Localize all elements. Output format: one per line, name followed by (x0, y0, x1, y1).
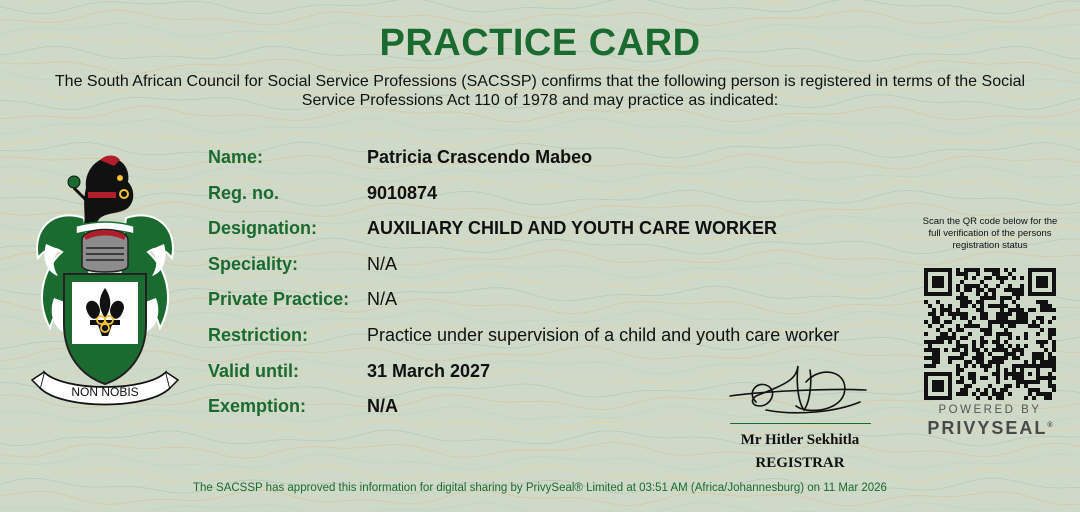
field-label: Private Practice: (208, 289, 350, 310)
powered-by-label: POWERED BY (938, 404, 1042, 416)
field-label: Speciality: (208, 253, 299, 274)
field-value: N/A (367, 396, 398, 417)
registered-mark: ® (1047, 422, 1053, 429)
guilloche-line (0, 0, 1080, 14)
registrar-signature (726, 362, 872, 426)
field-value: N/A (367, 253, 398, 274)
qr-instructions: Scan the QR code below for the full verification of the persons registration status (922, 216, 1058, 251)
signature-line (730, 423, 871, 424)
field-label: Restriction: (208, 324, 309, 345)
crest-motto: NON NOBIS (71, 385, 139, 399)
field-label: Exemption: (208, 396, 307, 417)
field-value: AUXILIARY CHILD AND YOUTH CARE WORKER (367, 218, 778, 239)
field-label: Designation: (208, 218, 318, 239)
verification-qr-code[interactable] (924, 268, 1056, 400)
guilloche-line (0, 442, 1080, 458)
field-value: N/A (367, 289, 398, 310)
guilloche-line (0, 454, 1080, 470)
guilloche-line (0, 0, 1080, 2)
guilloche-line (0, 502, 1080, 512)
registrar-name: Mr Hitler Sekhitla (740, 432, 860, 448)
sharing-disclaimer: The SACSSP has approved this information for digital sharing by PrivySeal® Limited at 03:51 AM (Africa/Johannesburg) on 11 Mar 2026 (193, 482, 887, 494)
privyseal-logo (918, 418, 1062, 439)
field-value: Practice under supervision of a child and youth care worker (367, 324, 840, 345)
privyseal-brand: PRIVYSEAL (927, 418, 1048, 438)
intro-text: The South African Council for Social Service Professions (SACSSP) confirms that the following person is registered in terms of the Social Service Professions Act 110 of 1978 and may practice as indicated: (54, 73, 1026, 109)
guilloche-line (0, 130, 1080, 146)
field-label: Name: (208, 147, 264, 167)
field-label: Valid until: (208, 360, 300, 381)
field-value: 31 March 2027 (367, 360, 491, 381)
field-label: Reg. no. (208, 182, 279, 203)
field-value: 9010874 (367, 182, 438, 203)
registrar-title: REGISTRAR (755, 455, 845, 471)
field-value: Patricia Crascendo Mabeo (367, 147, 593, 167)
card-title: PRACTICE CARD (379, 22, 701, 64)
coat-of-arms-logo (24, 148, 186, 410)
guilloche-line (0, 118, 1080, 134)
